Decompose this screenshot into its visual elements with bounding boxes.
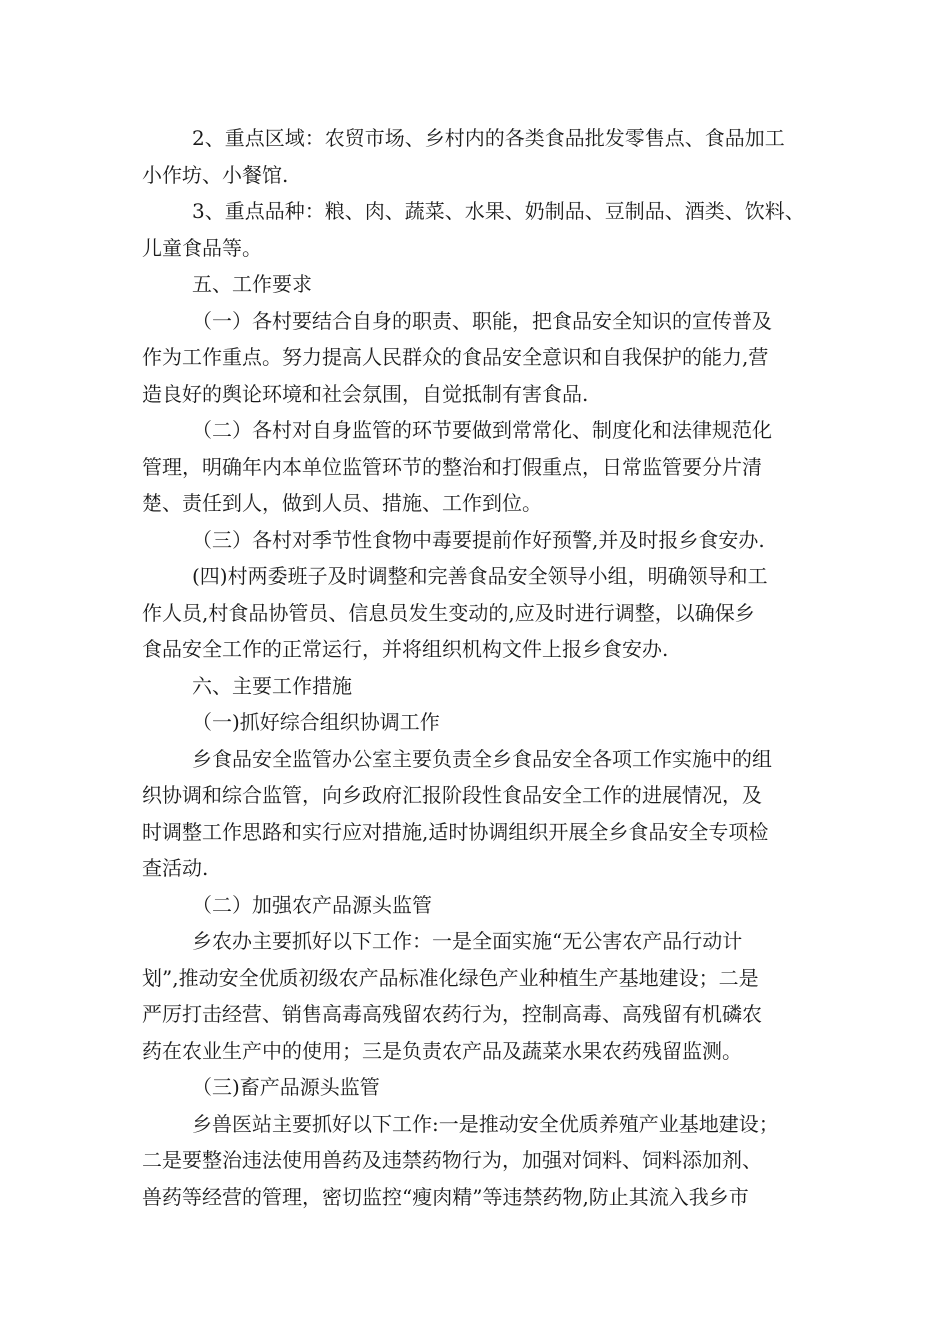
section-heading: 五、工作要求 xyxy=(192,272,312,296)
text-line: 楚、责任到人，做到人员、措施、工作到位。 xyxy=(142,491,542,515)
text-line: 乡兽医站主要抓好以下工作:一是推动安全优质养殖产业基地建设； xyxy=(192,1112,779,1136)
text-line: 划”,推动安全优质初级农产品标准化绿色产业种植生产基地建设；二是 xyxy=(142,966,759,990)
text-line: (四)村两委班子及时调整和完善食品安全领导小组，明确领导和工 xyxy=(192,564,768,588)
text-line: （三）各村对季节性食物中毒要提前作好预警,并及时报乡食安办. xyxy=(192,528,765,552)
text-line: 作为工作重点。努力提高人民群众的食品安全意识和自我保护的能力,营 xyxy=(142,345,769,369)
section-heading: 六、主要工作措施 xyxy=(192,674,352,698)
text-line: 食品安全工作的正常运行，并将组织机构文件上报乡食安办. xyxy=(142,637,669,661)
text-line: 时调整工作思路和实行应对措施,适时协调组织开展全乡食品安全专项检 xyxy=(142,820,769,844)
text-line: 造良好的舆论环境和社会氛围，自觉抵制有害食品. xyxy=(142,382,589,406)
text-line: 小作坊、小餐馆. xyxy=(142,163,289,187)
text-line: 作人员,村食品协管员、信息员发生变动的,应及时进行调整，以确保乡 xyxy=(142,601,755,625)
text-line: 3、重点品种：粮、肉、蔬菜、水果、奶制品、豆制品、酒类、饮料、 xyxy=(192,199,805,223)
subsection-heading: （三)畜产品源头监管 xyxy=(192,1075,380,1099)
text-line: 药在农业生产中的使用；三是负责农产品及蔬菜水果农药残留监测。 xyxy=(142,1039,742,1063)
text-line: 管理，明确年内本单位监管环节的整治和打假重点，日常监管要分片清 xyxy=(142,455,762,479)
text-line: （一）各村要结合自身的职责、职能，把食品安全知识的宣传普及 xyxy=(192,309,772,333)
text-line: 查活动. xyxy=(142,856,209,880)
subsection-heading: （二）加强农产品源头监管 xyxy=(192,893,432,917)
text-line: （二）各村对自身监管的环节要做到常常化、制度化和法律规范化 xyxy=(192,418,772,442)
text-line: 兽药等经营的管理，密切监控“瘦肉精”等违禁药物,防止其流入我乡市 xyxy=(142,1185,749,1209)
text-line: 儿童食品等。 xyxy=(142,236,262,260)
subsection-heading: （一)抓好综合组织协调工作 xyxy=(192,710,440,734)
text-line: 2、重点区域：农贸市场、乡村内的各类食品批发零售点、食品加工 xyxy=(192,126,785,150)
text-line: 严厉打击经营、销售高毒高残留农药行为，控制高毒、高残留有机磷农 xyxy=(142,1002,762,1026)
text-line: 乡食品安全监管办公室主要负责全乡食品安全各项工作实施中的组 xyxy=(192,747,772,771)
text-line: 乡农办主要抓好以下工作：一是全面实施“无公害农产品行动计 xyxy=(192,929,743,953)
text-line: 二是要整治违法使用兽药及违禁药物行为，加强对饲料、饲料添加剂、 xyxy=(142,1148,762,1172)
text-line: 织协调和综合监管，向乡政府汇报阶段性食品安全工作的进展情况，及 xyxy=(142,783,762,807)
